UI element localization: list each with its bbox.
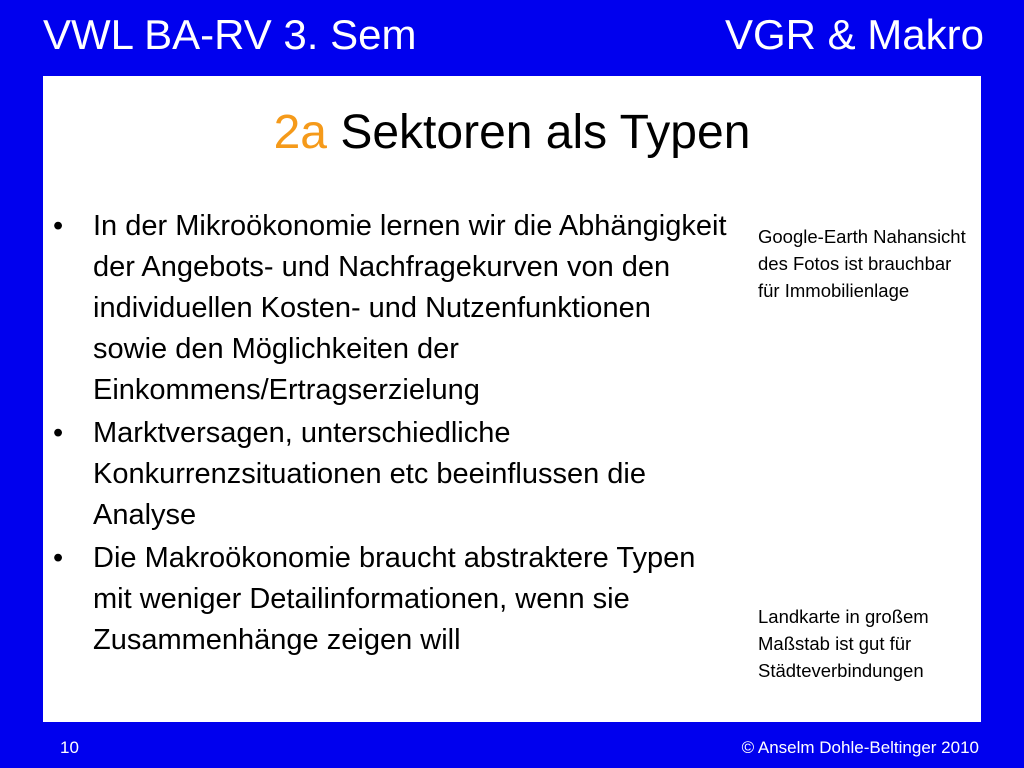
side-note-landkarte: Landkarte in großem Maßstab ist gut für Städteverbindungen: [758, 606, 929, 681]
bullet-item: • Marktversagen, unterschiedliche Konkurrenzsituationen etc beeinflussen die Analyse: [43, 413, 733, 536]
footer-copyright: © Anselm Dohle-Beltinger 2010: [741, 738, 979, 757]
header-course-title: VWL BA-RV 3. Sem: [43, 11, 417, 58]
slide-title-text: Sektoren als Typen: [340, 106, 751, 159]
bullet-list: [43, 206, 733, 663]
slide-title-number: 2a: [273, 106, 327, 159]
bullet-item: • In der Mikroökonomie lernen wir die Abhängigkeit der Angebots- und Nachfragekurven von den individuellen Kosten- und Nutzenfunktionen sowie den Möglichkeiten der Einkommens/Ertragserzielung: [43, 206, 733, 411]
slide-page-number: 10: [60, 738, 79, 757]
slide-title: [43, 104, 981, 162]
bullet-item: • Die Makroökonomie braucht abstraktere Typen mit weniger Detailinformationen, wenn sie Zusammenhänge zeigen will: [43, 538, 733, 661]
side-note-google-earth: Google-Earth Nahansicht des Fotos ist brauchbar für Immobilienlage: [758, 226, 966, 301]
header-topic: VGR & Makro: [724, 11, 984, 58]
slide-content-panel: [43, 76, 981, 722]
